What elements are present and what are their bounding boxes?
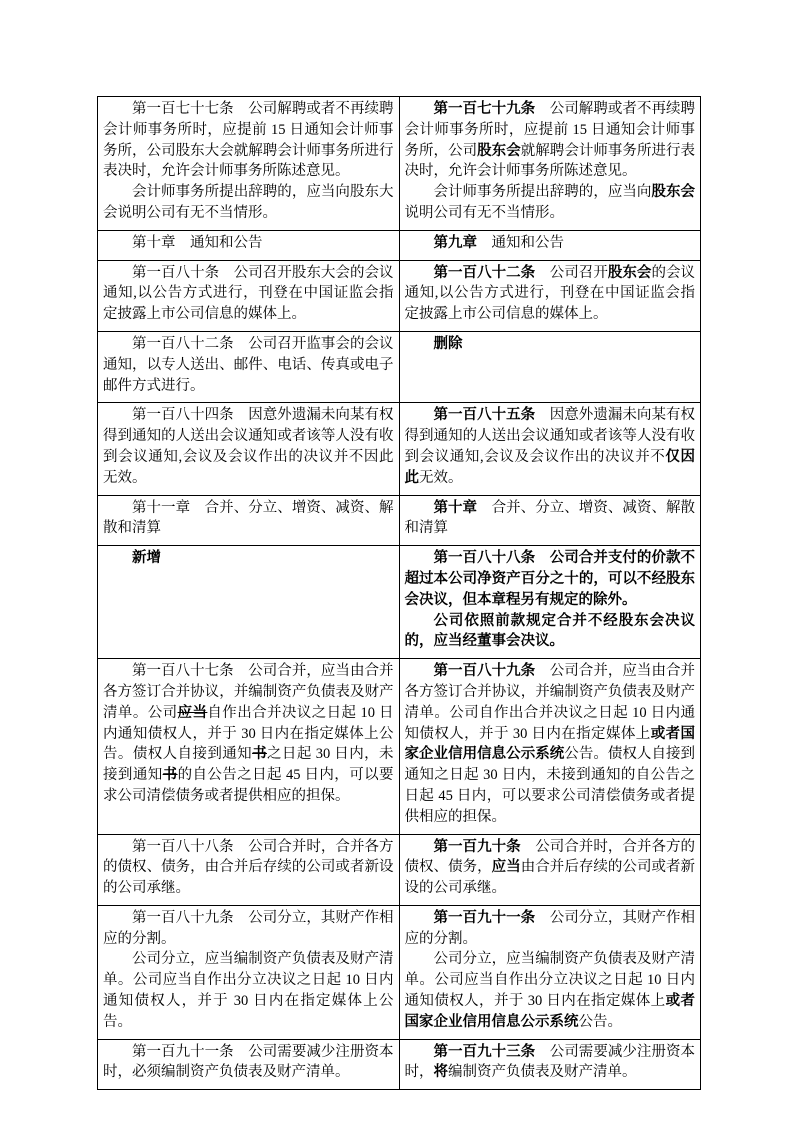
table-cell — [98, 97, 400, 231]
revised-text-run: 股东会 — [607, 264, 652, 281]
table-cell — [399, 230, 701, 260]
paragraph — [405, 1042, 696, 1084]
text-run: 公告。债权人自接到通知之日起 30 日内，未接到通知的自公告之日起 45 日内，可以要求公司清偿债务或者提供相应的担保。 — [404, 746, 696, 825]
revised-text-run: 第九章 — [433, 234, 477, 251]
table-cell — [399, 331, 701, 402]
table-cell — [399, 905, 701, 1039]
revised-text-run: 第一百九十条 — [433, 838, 521, 855]
revised-text-run: 公司依照前款规定合并不经股东会决议的，应当经董事会决议。 — [404, 612, 695, 650]
text-run: 公司分立，其财产作相应的分割。 — [404, 909, 696, 947]
paragraph — [103, 837, 394, 899]
table-row — [98, 97, 701, 231]
deleted-text-run: 书 — [252, 746, 267, 763]
table-row — [98, 659, 701, 834]
table-cell — [399, 659, 701, 834]
table-cell — [399, 546, 701, 659]
revised-text-run: 股东会 — [651, 184, 696, 201]
paragraph — [103, 908, 394, 950]
table-row — [98, 1039, 701, 1090]
paragraph — [103, 334, 394, 396]
revised-text-run: 或者国家企业信用信息公示系统 — [404, 725, 696, 763]
text-run: 第一百八十条 公司召开股东大会的会议通知,以公告方式进行，刊登在中国证监会指定披露上市公司信息的媒体上。 — [103, 264, 394, 323]
text-run: 公告。 — [578, 1013, 622, 1030]
paragraph — [405, 548, 696, 610]
table-row — [98, 495, 701, 546]
table-cell — [399, 97, 701, 231]
table-cell — [399, 495, 701, 546]
paragraph — [405, 949, 696, 1032]
paragraph — [103, 661, 394, 807]
paragraph — [405, 405, 696, 488]
revised-text-run: 第一百八十九条 — [433, 663, 536, 680]
comparison-table-body — [98, 97, 701, 1090]
text-run: 第一百九十一条 公司需要减少注册资本时，必须编制资产负债表及财产清单。 — [103, 1043, 394, 1081]
table-cell — [98, 659, 400, 834]
paragraph — [405, 498, 696, 540]
deleted-text-run: 应当 — [177, 704, 208, 721]
table-row — [98, 834, 701, 905]
revised-text-run: 第一百七十九条 — [433, 101, 536, 117]
paragraph — [103, 498, 394, 540]
text-run: 公司召开 — [535, 264, 608, 281]
paragraph — [405, 837, 696, 899]
paragraph — [103, 233, 394, 254]
text-run: 公司需要减少注册资本时， — [404, 1043, 696, 1081]
table-cell — [98, 905, 400, 1039]
text-run: 之日起 30 日内，未接到通知 — [103, 746, 394, 784]
table-cell — [399, 834, 701, 905]
text-run: 说明公司有无不当情形。 — [404, 204, 564, 221]
text-run: 公司合并时，合并各方的债权、债务， — [404, 838, 696, 876]
revised-text-run: 仅因此 — [404, 448, 696, 486]
table-row — [98, 331, 701, 402]
revised-text-run: 第一百八十八条 公司合并支付的价款不超过本公司净资产百分之十的，可以不经股东会决议，但本章程另有规定的除外。 — [404, 550, 695, 608]
text-run: 第一百八十九条 公司分立，其财产作相应的分割。 — [103, 909, 394, 947]
paragraph — [103, 99, 394, 182]
text-run: 第一百八十八条 公司合并时，合并各方的债权、债务，由合并后存续的公司或者新设的公司承继。 — [103, 838, 394, 897]
text-run: 第一百八十四条 因意外遗漏未向某有权得到通知的人送出会议通知或者该等人没有收到会议通知,会议及会议作出的决议并不因此无效。 — [103, 407, 394, 486]
paragraph — [405, 908, 696, 950]
revised-text-run: 将 — [433, 1064, 448, 1081]
text-run: 公司分立，应当编制资产负债表及财产清单。公司应当自作出分立决议之日起 10 日内通知债权人，并于 30 日内在指定媒体上 — [404, 951, 695, 1010]
text-run: 因意外遗漏未向某有权得到通知的人送出会议通知或者该等人没有收到会议通知,会议及会议作出的决议并不 — [404, 407, 696, 465]
table-cell — [399, 1039, 701, 1090]
table-row — [98, 230, 701, 260]
paragraph — [103, 405, 394, 488]
table-row — [98, 546, 701, 659]
revised-text-run: 股东会 — [477, 142, 521, 159]
text-run: 就解聘会计师事务所进行表决时，允许会计师事务所陈述意见。 — [404, 142, 696, 180]
table-row — [98, 260, 701, 331]
text-run: 第十一章 合并、分立、增资、减资、解散和清算 — [103, 499, 394, 537]
text-run: 通知和公告 — [477, 234, 564, 251]
text-run: 会计师事务所提出辞聘的，应当向股东大会说明公司有无不当情形。 — [103, 184, 394, 221]
table-cell — [399, 260, 701, 331]
table-cell — [98, 260, 400, 331]
table-cell — [98, 230, 400, 260]
text-run: 第十章 通知和公告 — [132, 234, 263, 251]
comparison-table — [97, 96, 701, 1090]
text-run: 无效。 — [419, 469, 463, 486]
revised-text-run: 第一百九十三条 — [433, 1043, 536, 1060]
deleted-text-run: 书 — [162, 767, 178, 784]
paragraph — [103, 548, 394, 569]
table-cell — [98, 834, 400, 905]
revised-text-run: 新增 — [132, 550, 161, 567]
table-cell — [399, 403, 701, 495]
text-run: 公司合并，应当由合并各方签订合并协议，并编制资产负债表及财产清单。公司自作出合并决议之日起 10 日内通知债权人，并于 30 日内在指定媒体上 — [404, 663, 696, 742]
text-run: 会计师事务所提出辞聘的，应当向 — [433, 184, 652, 201]
paragraph — [405, 182, 696, 224]
text-run: 的会议通知,以公告方式进行，刊登在中国证监会指定披露上市公司信息的媒体上。 — [404, 264, 696, 323]
paragraph — [405, 263, 696, 325]
text-run: 自作出合并决议之日起 10 日内通知债权人，并于 30 日内在指定媒体上公告。债权人自接到通知 — [103, 704, 394, 763]
paragraph — [103, 1042, 394, 1084]
revised-text-run: 第一百八十二条 — [433, 264, 536, 281]
paragraph — [103, 182, 394, 224]
text-run: 编制资产负债表及财产清单。 — [448, 1064, 637, 1081]
text-run: 第一百八十二条 公司召开监事会的会议通知，以专人送出、邮件、电话、传真或电子邮件方式进行。 — [103, 335, 394, 394]
paragraph — [405, 611, 696, 653]
paragraph — [405, 661, 696, 827]
revised-text-run: 删除 — [433, 335, 463, 352]
revised-text-run: 第一百八十五条 — [433, 407, 536, 424]
text-run: 合并、分立、增资、减资、解散和清算 — [404, 499, 696, 537]
text-run: 公司解聘或者不再续聘会计师事务所时，应提前 15 日通知会计师事务所，公司 — [404, 101, 696, 159]
text-run: 由合并后存续的公司或者新设的公司承继。 — [404, 859, 696, 897]
revised-text-run: 第十章 — [433, 499, 478, 516]
paragraph — [405, 99, 696, 182]
table-row — [98, 403, 701, 495]
table-cell — [98, 1039, 400, 1090]
table-cell — [98, 403, 400, 495]
text-run: 第一百七十七条 公司解聘或者不再续聘会计师事务所时，应提前 15 日通知会计师事务所，公司股东大会就解聘会计师事务所进行表决时，允许会计师事务所陈述意见。 — [103, 101, 394, 180]
paragraph — [405, 233, 696, 254]
table-cell — [98, 546, 400, 659]
table-cell — [98, 495, 400, 546]
paragraph — [103, 949, 394, 1032]
table-row — [98, 905, 701, 1039]
revised-text-run: 应当 — [491, 859, 521, 876]
revised-text-run: 或者国家企业信用信息公示系统 — [404, 993, 696, 1030]
table-cell — [98, 331, 400, 402]
text-run: 第一百八十七条 公司合并，应当由合并各方签订合并协议，并编制资产负债表及财产清单。公司 — [103, 663, 394, 721]
paragraph — [405, 334, 696, 355]
paragraph — [103, 263, 394, 325]
revised-text-run: 第一百九十一条 — [433, 909, 536, 926]
text-run: 的自公告之日起 45 日内，可以要求公司清偿债务或者提供相应的担保。 — [103, 767, 394, 804]
text-run: 公司分立，应当编制资产负债表及财产清单。公司应当自作出分立决议之日起 10 日内通知债权人，并于 30 日内在指定媒体上公告。 — [103, 951, 394, 1030]
